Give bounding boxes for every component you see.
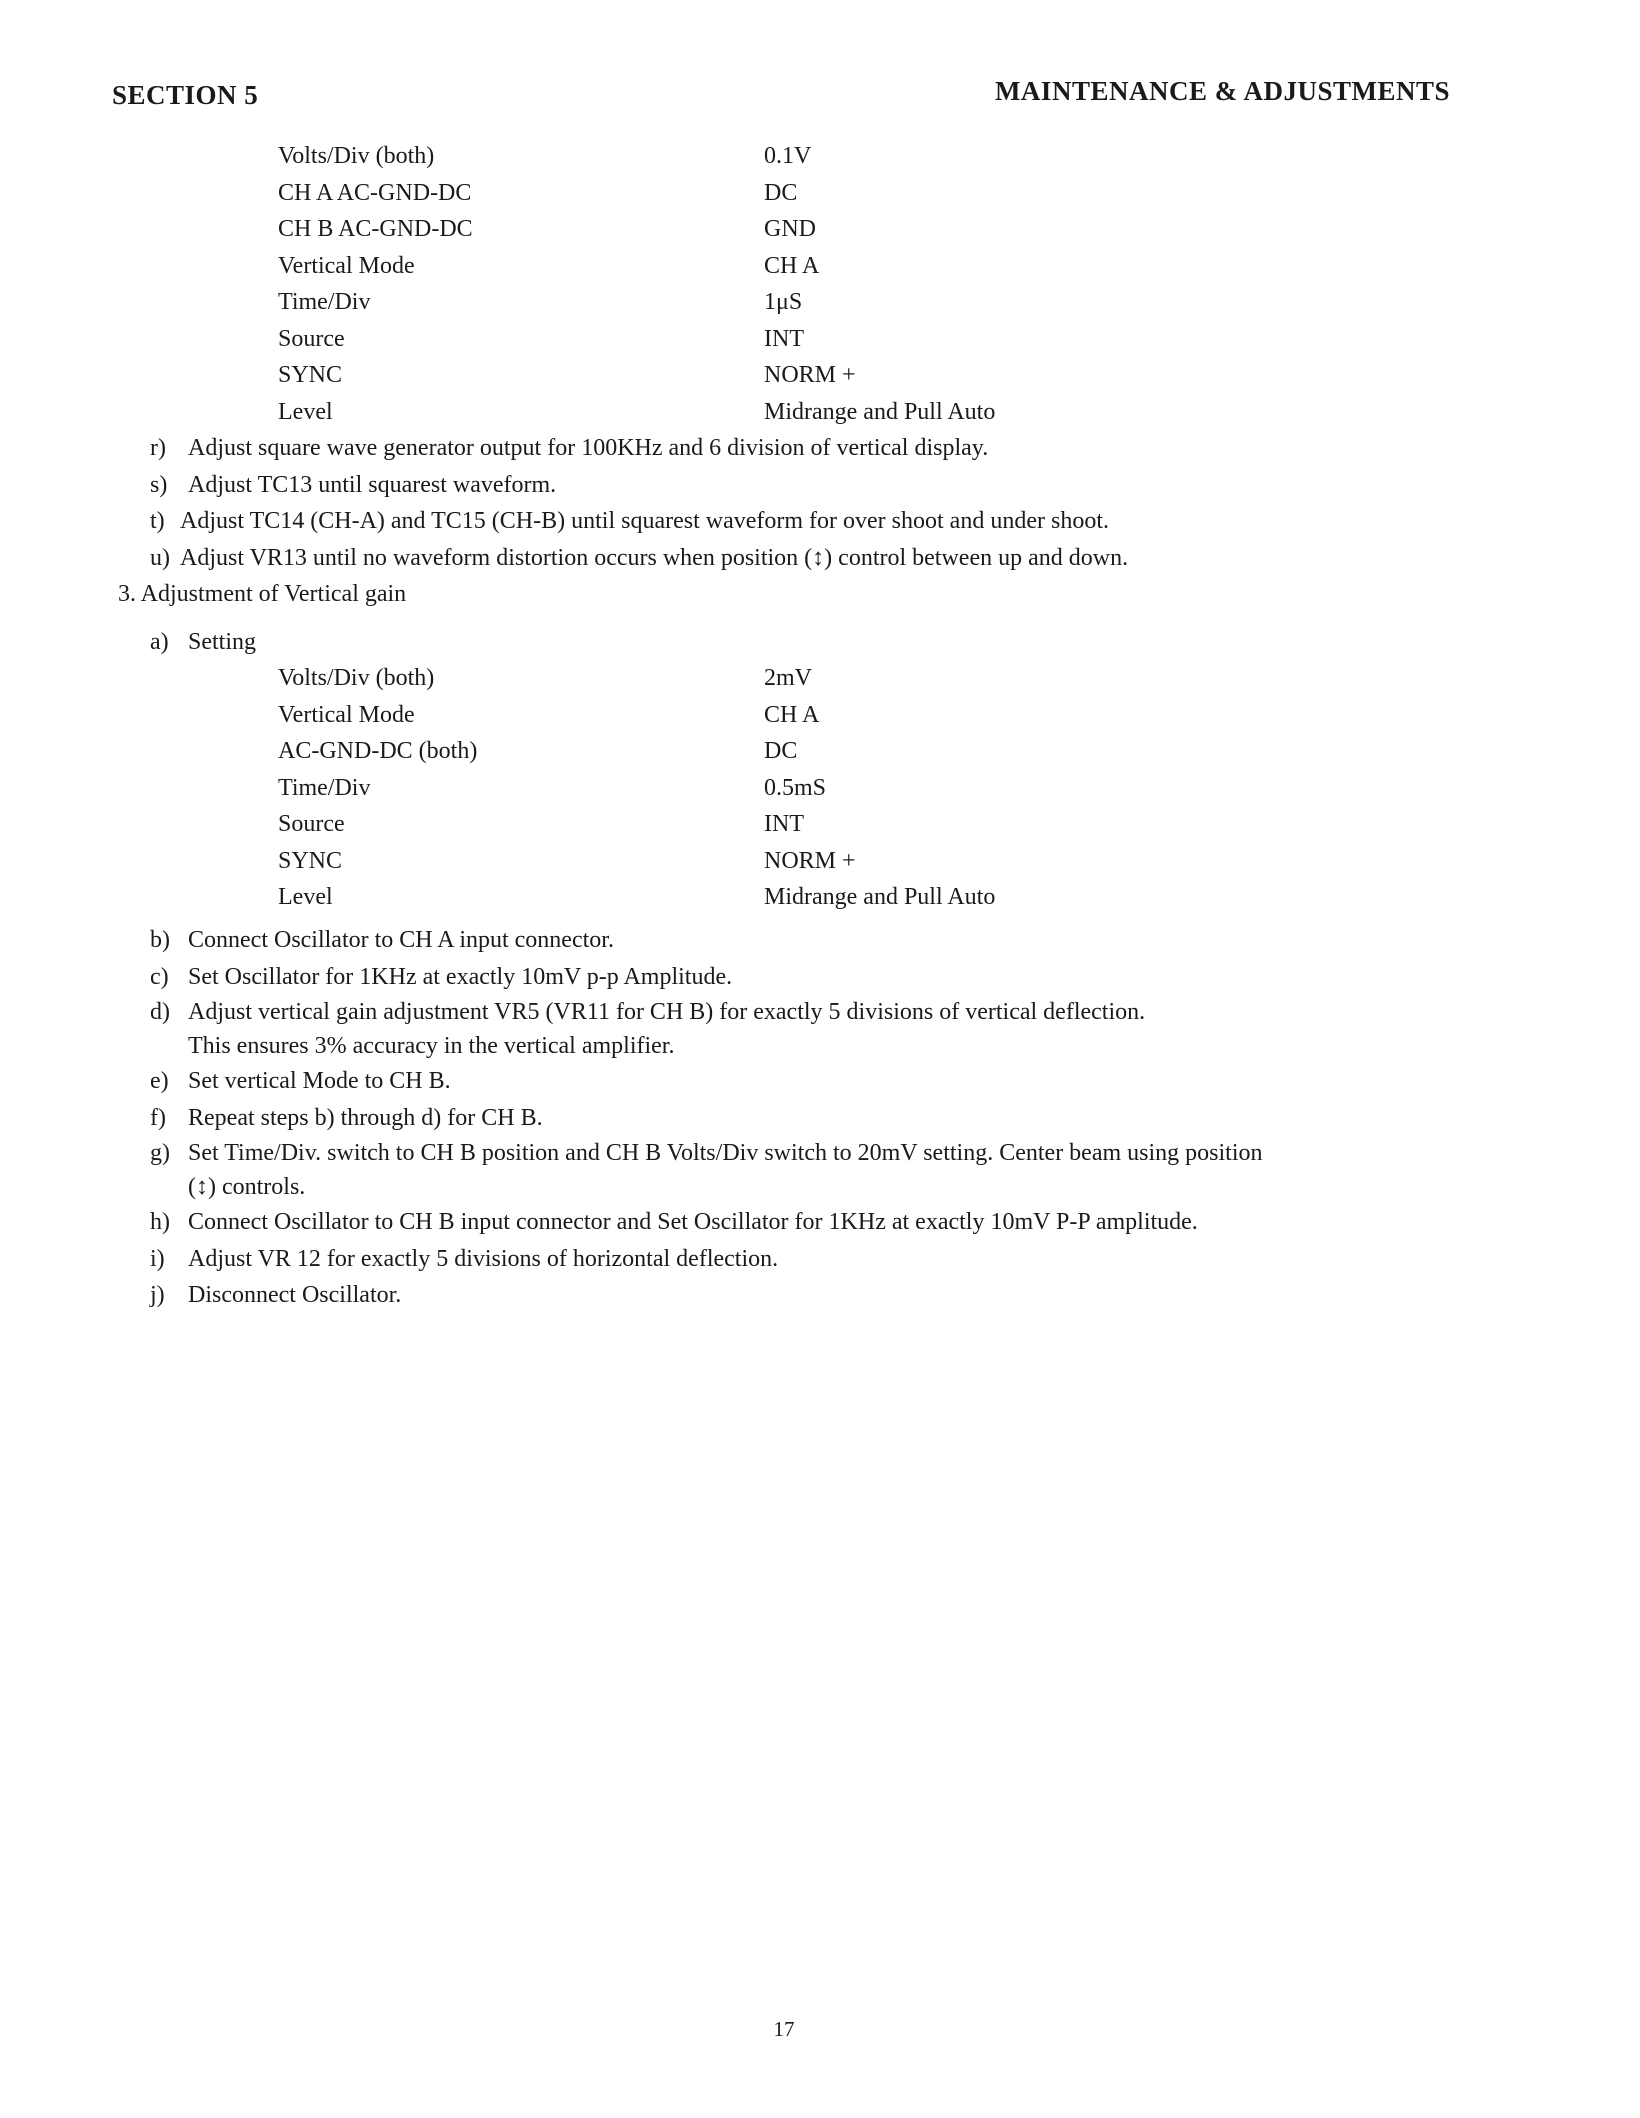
step-marker: g) [150, 1140, 170, 1166]
setting-value: Midrange and Pull Auto [764, 398, 996, 425]
list-item [150, 995, 1488, 1063]
setting-label: Vertical Mode [278, 252, 415, 279]
step-marker: r) [150, 435, 166, 461]
setting-label: Time/Div [278, 289, 371, 315]
setting-value: INT [764, 325, 804, 352]
setting-label: Source [278, 811, 345, 837]
step-marker: e) [150, 1068, 169, 1094]
settings-row [278, 138, 1178, 175]
step-text: Adjust VR 12 for exactly 5 divisions of horizontal deflection. [188, 1245, 779, 1272]
setting-label: AC-GND-DC (both) [278, 738, 478, 764]
step-text: Setting [188, 629, 257, 655]
setting-value: 0.5mS [764, 774, 827, 801]
page-number: 17 [773, 2017, 795, 2041]
setting-label: Source [278, 325, 345, 352]
step-text: Adjust square wave generator output for 100KHz and 6 division of vertical display. [188, 435, 989, 461]
step-marker: f) [150, 1104, 166, 1131]
setting-label: Volts/Div (both) [278, 665, 435, 691]
page-title: MAINTENANCE & ADJUSTMENTS [994, 76, 1450, 106]
setting-value: 2mV [764, 665, 812, 691]
setting-label: Volts/Div (both) [278, 143, 435, 169]
step-text: Connect Oscillator to CH A input connector. [188, 927, 614, 953]
settings-table-2 [278, 660, 1178, 916]
settings-row [278, 357, 1178, 394]
settings-row [278, 248, 1178, 285]
step-text: Adjust TC14 (CH-A) and TC15 (CH-B) until squarest waveform for over shoot and under shoot. [180, 508, 1109, 534]
settings-row [278, 660, 1178, 697]
settings-row [278, 211, 1178, 248]
settings-row [278, 321, 1178, 358]
step-marker: c) [150, 963, 169, 990]
steps-list-2 [150, 922, 1488, 1314]
setting-label: CH A AC-GND-DC [278, 179, 472, 206]
setting-value: DC [764, 179, 798, 206]
setting-value: 1μS [764, 289, 803, 315]
list-item [150, 1063, 1488, 1100]
step-marker: h) [150, 1209, 170, 1235]
step-marker: s) [150, 471, 168, 498]
settings-row [278, 843, 1178, 880]
step-text: Connect Oscillator to CH B input connector and Set Oscillator for 1KHz at exactly 10mV P-P amplitude. [188, 1209, 1198, 1235]
list-item [150, 1100, 1488, 1137]
list-item [150, 1204, 1488, 1241]
step-text-continued: This ensures 3% accuracy in the vertical amplifier. [188, 1033, 675, 1059]
step-text: Repeat steps b) through d) for CH B. [188, 1104, 543, 1131]
settings-row [278, 697, 1178, 734]
setting-label: SYNC [278, 847, 343, 874]
setting-label: SYNC [278, 362, 343, 388]
list-item [150, 1241, 1488, 1278]
step-text: Set vertical Mode to CH B. [188, 1068, 451, 1094]
step-marker: i) [150, 1245, 165, 1272]
step-text-continued: (↕) controls. [188, 1174, 306, 1200]
settings-row [278, 284, 1178, 321]
list-item [150, 1277, 1488, 1314]
section-label: SECTION 5 [112, 80, 259, 110]
setting-value: NORM + [764, 362, 856, 388]
step-text: Disconnect Oscillator. [188, 1282, 402, 1308]
step-marker: u) [150, 544, 170, 571]
setting-value: 0.1V [764, 143, 812, 169]
step-marker: d) [150, 999, 170, 1025]
settings-row [278, 733, 1178, 770]
list-item [150, 959, 1488, 996]
setting-value: GND [764, 216, 816, 242]
step-text: Adjust vertical gain adjustment VR5 (VR11 for CH B) for exactly 5 divisions of vertical deflection. [188, 999, 1146, 1025]
list-item [150, 922, 1488, 959]
step-marker: j) [150, 1282, 165, 1308]
setting-label: Level [278, 398, 333, 425]
settings-row [278, 175, 1178, 212]
setting-value: Midrange and Pull Auto [764, 884, 996, 910]
step-text: Adjust TC13 until squarest waveform. [188, 471, 557, 498]
settings-row [278, 879, 1178, 916]
setting-label: Vertical Mode [278, 701, 415, 728]
setting-label: CH B AC-GND-DC [278, 216, 473, 242]
setting-value: CH A [764, 701, 820, 728]
step-text: Set Time/Div. switch to CH B position and CH B Volts/Div switch to 20mV setting. Center beam using position [188, 1140, 1263, 1166]
settings-row [278, 394, 1178, 431]
settings-row [278, 806, 1178, 843]
setting-value: INT [764, 811, 804, 837]
setting-label: Level [278, 884, 333, 910]
section-heading: 3. Adjustment of Vertical gain [118, 581, 407, 607]
setting-value: CH A [764, 252, 820, 279]
settings-row [278, 770, 1178, 807]
setting-label: Time/Div [278, 774, 371, 801]
setting-value: NORM + [764, 847, 856, 874]
list-item [150, 1136, 1488, 1204]
step-text: Adjust VR13 until no waveform distortion occurs when position (↕) control between up and down. [180, 544, 1129, 571]
step-marker: t) [150, 508, 165, 534]
settings-table-1 [278, 138, 1178, 430]
step-marker: b) [150, 927, 170, 953]
setting-value: DC [764, 738, 798, 764]
step-marker: a) [150, 629, 169, 655]
step-text: Set Oscillator for 1KHz at exactly 10mV p-p Amplitude. [188, 963, 733, 990]
